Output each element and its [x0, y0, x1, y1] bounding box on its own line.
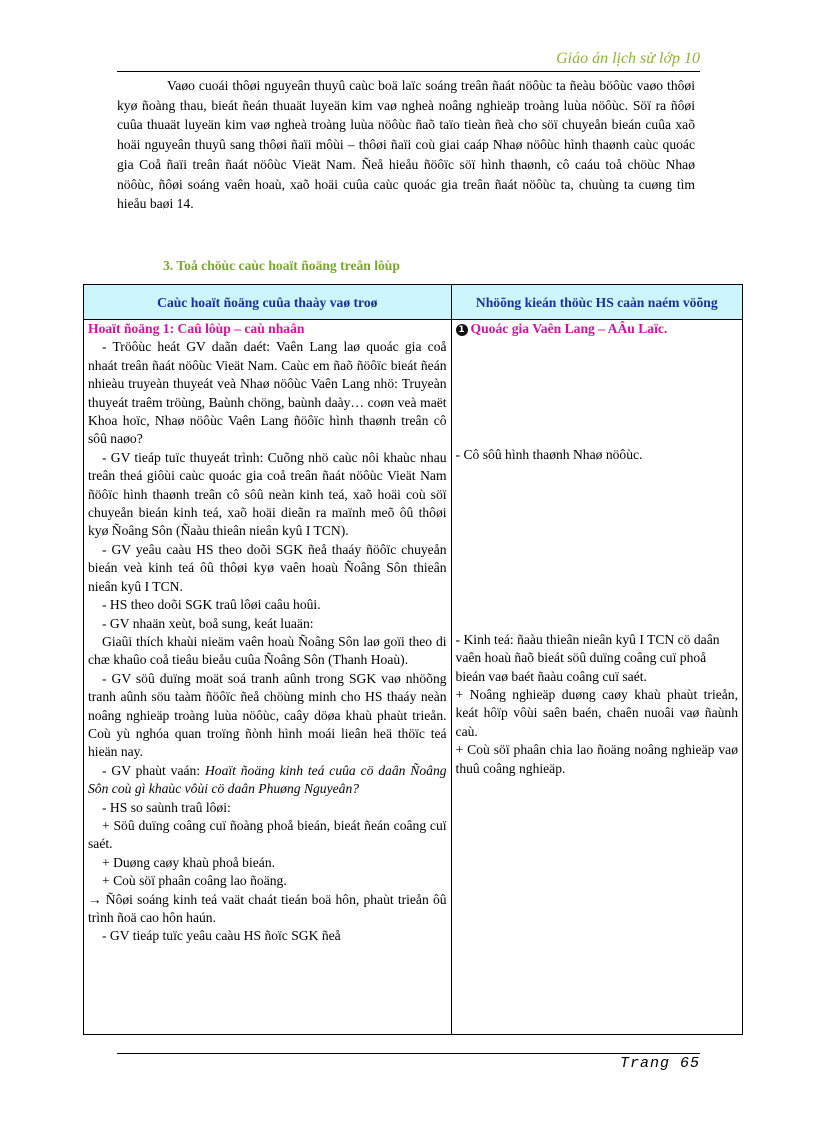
left-paragraph: - GV nhaän xeùt, boå sung, keát luaän: — [102, 615, 314, 631]
col-header-knowledge: Nhöõng kieán thöùc HS caàn naém vöõng — [451, 285, 742, 320]
knowledge-item: - Kinh teá: ñaàu thieân nieân kyû I TCN cö daân vaên hoaù ñaõ bieát söû duïng coâng cuï phoå bieán vaø baét ñaàu coâng cuï saét. — [455, 631, 720, 684]
knowledge-item: + Noâng nghieäp duøng caøy khaù phaùt trieån, keát hôïp vôùi saên baén, chaên nuoâi vaø ñaùnh caù. — [455, 687, 738, 739]
question-prefix: - GV phaùt vaán: — [102, 762, 205, 778]
activity-title: Hoaït ñoäng 1: Caû lôùp – caù nhaân — [88, 321, 305, 336]
left-paragraph: - HS so saùnh traû lôøi: — [102, 799, 231, 815]
left-paragraph: - GV tieáp tuïc yeâu caàu HS ñoïc SGK ñeå — [102, 928, 341, 944]
header-divider — [117, 71, 700, 72]
page-number: Trang 65 — [619, 1055, 700, 1072]
left-paragraph: + Söû duïng coâng cuï ñoàng phoå bieán, bieát ñeán coâng cuï saét. — [88, 817, 447, 852]
question-text: Hoaït ñoäng kinh teá cuûa cö daân Ñoâng Sôn coù gì khaùc vôùi cö daân Phuøng Nguyeân? — [88, 762, 447, 797]
table-header-row — [84, 285, 743, 320]
conclusion-arrow-line: → Ñôøi soáng kinh teá vaät chaát tieán boä hôn, phaùt trieån ôû trình ñoä cao hôn haún. — [88, 891, 447, 925]
knowledge-cell — [451, 320, 742, 1035]
footer-divider — [117, 1053, 700, 1054]
col-header-activities: Caùc hoaït ñoäng cuûa thaày vaø troø — [84, 285, 452, 320]
activities-cell — [84, 320, 452, 1035]
section-heading: 3. Toå chöùc caùc hoaït ñoäng treân lôùp — [163, 258, 400, 273]
knowledge-item: + Coù söï phaân chia lao ñoäng noâng nghieäp vaø thuû coâng nghieäp. — [455, 742, 738, 776]
left-paragraph: - Tröôùc heát GV daãn daét: Vaên Lang laø quoác gia coå nhaát treân ñaát nöôùc Vieät Nam. Caùc em ñaõ ñöôïc bieát ñeán nhieàu truyeàn thuyeát veà Nhaø nöôùc Vaên Lang nhö: Truyeàn thuyeát traêm tröùng, Baùnh chöng, baùnh daày… coøn veà maët Khoa hoïc, Nhaø nöôùc Vaên Lang ñöôïc hình thaønh treân cô sôû naøo? — [88, 339, 447, 447]
left-paragraph: - GV tieáp tuïc thuyeát trình: Cuõng nhö caùc nôi khaùc nhau treân theá giôùi caùc quoác gia coå treân ñaát nöôùc Vieät Nam ñöôïc hình thaønh treân cô sôû neàn kinh teá, xaõ hoäi coù söï chuyeån bieán kinh teá, xaõ hoäi dieãn ra maïnh meõ ôû thôøi kyø Ñoâng Sôn (Ñaàu thieân nieân kyû I TCN). — [88, 449, 447, 539]
left-paragraph: + Coù söï phaân coâng lao ñoäng. — [102, 873, 287, 889]
left-paragraph: Giaûi thích khaùi nieäm vaên hoaù Ñoâng Sôn laø goïi theo di chæ khaûo coå tieâu bieåu cuûa Ñoâng Sôn (Thanh Hoaù). — [88, 633, 447, 668]
left-paragraph: - GV söû duïng moät soá tranh aûnh trong SGK vaø nhöõng tranh aûnh söu taàm ñöôïc ñeå chöùng minh cho HS thaáy neàn noâng nghieäp troàng luùa nöôùc, caây döøa khaù phaùt trieån. Coù yù nghóa quan troïng ñònh hình moái lieân heä thöïc teá hieän nay. — [88, 670, 447, 760]
question-paragraph — [88, 762, 447, 799]
intro-paragraph: Vaøo cuoái thôøi nguyeân thuyû caùc boä laïc soáng treân ñaát nöôùc ta ñeàu böôùc vaøo thôøi kyø ñoàng thau, bieát ñeán thuaät luyeän kim vaø ngheà noâng nghieäp troàng luùa nöôùc. Söï ra ñôøi cuûa thuaät luyeän kim vaø ngheà troàng luùa nöôùc ñaõ taïo tieàn ñeà cho söï chuyeån bieán cuûa xaõ hoäi nguyeân thuyû sang thôøi ñaïi môùi – thôøi ñaïi coù giai caáp Nhaø nöôùc hình thaønh caùc quoác gia Coå ñaïi treân ñaát nöôùc Vieät Nam. Ñeå hieåu ñöôïc söï hình thaønh, cô caáu toå chöùc Nhaø nöôùc, ñôøi soáng vaên hoaù, xaõ hoäi cuûa caùc quoác gia treân ñaát nöôùc ta, chuùng ta cuøng tìm hieåu baøi 14. — [117, 78, 695, 212]
knowledge-item: - Cô sôû hình thaønh Nhaø nöôùc. — [455, 447, 643, 463]
knowledge-title-text: Quoác gia Vaên Lang – AÂu Laïc. — [470, 321, 668, 336]
left-paragraph: + Duøng caøy khaù phoå bieán. — [102, 854, 276, 870]
lesson-table — [83, 284, 743, 1035]
left-paragraph: - HS theo doõi SGK traû lôøi caâu hoûi. — [102, 597, 321, 613]
table-row — [84, 320, 743, 1035]
header-title: Giáo án lịch sử lớp 10 — [556, 50, 700, 67]
left-paragraph: - GV yeâu caàu HS theo doõi SGK ñeå thaáy ñöôïc chuyeån bieán veà kinh teá ôû thôøi kyø vaên hoaù Ñoâng Sôn thieân nieân kyû I TCN. — [88, 541, 447, 594]
numbered-bullet-icon: 1 — [456, 324, 468, 336]
knowledge-title — [456, 320, 738, 338]
